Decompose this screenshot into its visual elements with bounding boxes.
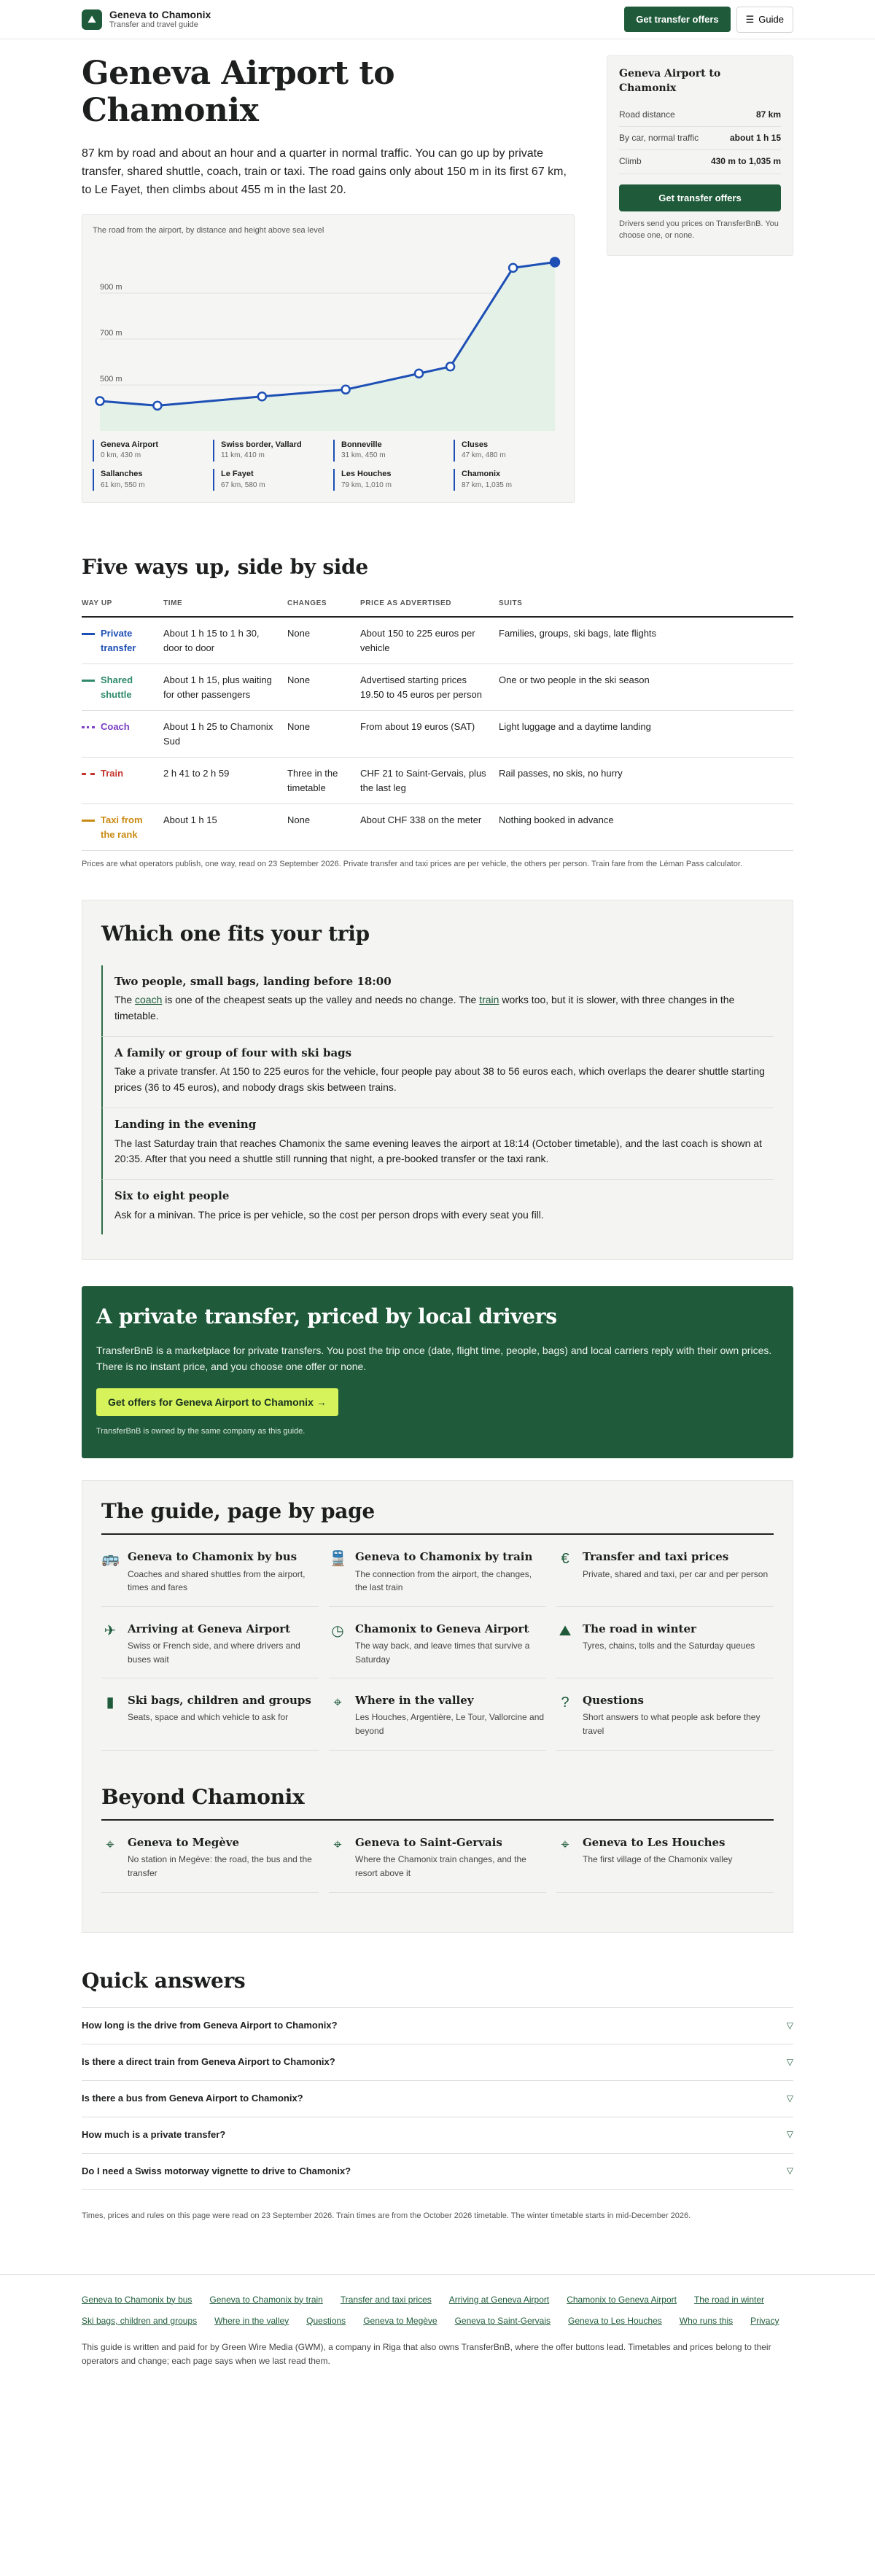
chevron-down-icon: ▽ — [786, 2056, 793, 2067]
cell-suits: Nothing booked in advance — [499, 804, 793, 851]
summary-row — [619, 127, 781, 150]
y-tick-label: 900 m — [100, 282, 122, 292]
cell-time: 2 h 41 to 2 h 59 — [163, 758, 287, 804]
location-pin-icon: ⌖ — [333, 1694, 342, 1711]
stop-name: Chamonix — [462, 469, 501, 478]
y-tick-label: 700 m — [100, 328, 122, 338]
guide-card-title: Geneva to Chamonix by train — [355, 1550, 533, 1564]
brand[interactable] — [82, 9, 211, 30]
beyond-card[interactable] — [556, 1831, 774, 1892]
guide-card-desc: Les Houches, Argentière, Le Tour, Vallorcine and beyond — [355, 1712, 545, 1737]
chart-stops-legend — [93, 440, 564, 491]
guide-card[interactable] — [329, 1545, 546, 1606]
cell-suits: Rail passes, no skis, no hurry — [499, 758, 793, 804]
fit-text: Ask for a minivan. The price is per vehicle, so the cost per person drops with every seat you fill. — [114, 1208, 544, 1221]
guide-card[interactable] — [329, 1689, 546, 1750]
faq-question-text: Do I need a Swiss motorway vignette to drive to Chamonix? — [82, 2165, 351, 2176]
guide-card-title: Geneva to Chamonix by bus — [128, 1550, 298, 1564]
fit-heading: Landing in the evening — [114, 1117, 257, 1131]
cell-changes: None — [287, 664, 360, 711]
beyond-card[interactable] — [329, 1831, 546, 1892]
guide-card-desc: Coaches and shared shuttles from the airport, times and fares — [128, 1568, 306, 1593]
footer-link[interactable]: Geneva to Chamonix by bus — [82, 2294, 192, 2305]
summary-row-value: about 1 h 15 — [729, 132, 781, 143]
guide-card-desc: Swiss or French side, and where drivers and buses wait — [128, 1640, 300, 1665]
stop-meta: 47 km, 480 m — [462, 451, 506, 460]
summary-row — [619, 104, 781, 127]
faq-question-text: How much is a private transfer? — [82, 2128, 226, 2140]
chart-stop — [333, 469, 443, 491]
footer-link[interactable]: Who runs this — [679, 2315, 734, 2326]
mode-line-icon — [82, 773, 95, 775]
table-row — [82, 617, 793, 664]
beyond-title: Beyond Chamonix — [101, 1783, 774, 1821]
guide-title: The guide, page by page — [101, 1497, 774, 1536]
mode-line-icon — [82, 726, 95, 728]
stop-meta: 0 km, 430 m — [101, 451, 141, 460]
cell-changes: None — [287, 617, 360, 664]
table-row — [82, 804, 793, 851]
table-row — [82, 664, 793, 711]
guide-card-desc: Tyres, chains, tolls and the Saturday queues — [583, 1640, 755, 1651]
stop-name: Geneva Airport — [101, 440, 159, 449]
cell-suits: One or two people in the ski season — [499, 664, 793, 711]
elevation-point — [153, 401, 161, 409]
footer-link[interactable]: Geneva to Chamonix by train — [209, 2294, 323, 2305]
guide-card[interactable] — [101, 1545, 319, 1606]
column-header: CHANGES — [287, 599, 360, 618]
guide-card[interactable] — [101, 1617, 319, 1678]
brand-name: Geneva to Chamonix — [109, 8, 211, 20]
column-header: SUITS — [499, 599, 793, 618]
guide-card-title: Where in the valley — [355, 1694, 474, 1708]
cell-time: About 1 h 15 — [163, 804, 287, 851]
stop-name: Les Houches — [341, 469, 392, 478]
road-icon: ⛰ — [559, 1622, 572, 1639]
bus-icon: 🚌 — [101, 1551, 120, 1568]
travel-mode — [82, 813, 156, 841]
chat-icon: ? — [561, 1694, 569, 1711]
cell-suits: Light luggage and a daytime landing — [499, 711, 793, 758]
cell-suits: Families, groups, ski bags, late flights — [499, 617, 793, 664]
fit-text: The last Saturday train that reaches Chamonix the same evening leaves the airport at 18:14 (October timetable), and the last coach is shown at 20:35. After that you need a shuttle still running that night, a pre-booked transfer or the taxi rank. — [114, 1137, 762, 1165]
faq-title: Quick answers — [82, 1968, 246, 1993]
promo-offers-button[interactable]: Get offers for Geneva Airport to Chamonix → — [96, 1388, 338, 1416]
airport-icon: ✈ — [104, 1622, 117, 1639]
guide-card[interactable] — [556, 1617, 774, 1678]
footer-link[interactable]: Geneva to Les Houches — [568, 2315, 662, 2326]
beyond-card-desc: Where the Chamonix train changes, and the resort above it — [355, 1854, 526, 1879]
elevation-point — [415, 369, 423, 377]
chart-stop — [93, 440, 203, 462]
guide-menu-button[interactable] — [736, 7, 793, 33]
chart-title: The road from the airport, by distance and height above sea level — [93, 225, 324, 235]
guide-card-desc: Seats, space and which vehicle to ask for — [128, 1712, 289, 1723]
column-header: TIME — [163, 599, 287, 618]
faq-question[interactable] — [82, 2007, 793, 2044]
cell-price: About CHF 338 on the meter — [360, 804, 499, 851]
stop-name: Swiss border, Vallard — [221, 440, 302, 449]
travel-mode-label: Train — [101, 768, 124, 779]
intro-paragraph: 87 km by road and about an hour and a quarter in normal traffic. You can go up by private transfer, shared shuttle, coach, train or taxi. The road gains only about 150 m in its first 67 km, to Le Fayet, then climbs about 455 m in the last 20. — [82, 147, 567, 196]
stop-name: Cluses — [462, 440, 489, 449]
beyond-card[interactable] — [101, 1831, 319, 1892]
footer-link[interactable]: Transfer and taxi prices — [340, 2294, 432, 2305]
fit-text: Take a private transfer. At 150 to 225 euros for the vehicle, four people pay about 38 to 56 euros each, which overlaps the dearer shuttle starting prices (36 to 45 euros), and nobody drags skis between trains. — [114, 1065, 765, 1094]
faq-section — [82, 1966, 793, 2223]
footer-link[interactable]: Geneva to Saint-Gervais — [454, 2315, 551, 2326]
cell-changes: None — [287, 804, 360, 851]
footer-link[interactable]: Privacy — [750, 2315, 779, 2326]
guide-card[interactable] — [329, 1617, 546, 1678]
faq-question[interactable] — [82, 2117, 793, 2153]
guide-card[interactable] — [556, 1689, 774, 1750]
chevron-down-icon: ▽ — [786, 2093, 793, 2104]
stop-meta: 11 km, 410 m — [221, 451, 265, 460]
footer-link[interactable]: Chamonix to Geneva Airport — [567, 2294, 677, 2305]
beyond-card-title: Geneva to Saint-Gervais — [355, 1836, 502, 1850]
header-transfer-offers-button[interactable]: Get transfer offers — [624, 7, 730, 32]
train-icon: 🚆 — [329, 1551, 347, 1568]
travel-mode-label: Coach — [101, 721, 130, 733]
promo-title: A private transfer, priced by local drivers — [96, 1304, 557, 1329]
elevation-point — [509, 263, 517, 271]
summary-row-label: Climb — [619, 156, 642, 167]
cell-time: About 1 h 25 to Chamonix Sud — [163, 711, 287, 758]
guide-menu-label: Guide — [758, 14, 784, 25]
guide-card-title: Ski bags, children and groups — [128, 1694, 311, 1708]
location-pin-icon: ⌖ — [106, 1837, 114, 1853]
elevation-point — [258, 392, 266, 400]
location-pin-icon: ⌖ — [333, 1837, 342, 1853]
faq-question-text: Is there a direct train from Geneva Airport to Chamonix? — [82, 2056, 335, 2068]
column-header: PRICE AS ADVERTISED — [360, 599, 499, 618]
guide-card-title: Chamonix to Geneva Airport — [355, 1622, 529, 1635]
travel-mode — [82, 626, 156, 655]
stop-name: Bonneville — [341, 440, 382, 449]
footer-link[interactable]: The road in winter — [693, 2294, 764, 2305]
clock-icon: ◷ — [331, 1622, 344, 1639]
faq-question[interactable] — [82, 2044, 793, 2080]
chart-stop — [454, 440, 564, 462]
comparison-footnote: Prices are what operators publish, one way, read on 23 September 2026. Private transfer and taxi prices are per vehicle, the others per person. Train fare from the Léman Pass calculator. — [82, 860, 742, 869]
guide-section — [82, 1480, 793, 1933]
comparison-table — [82, 599, 793, 852]
table-row — [82, 758, 793, 804]
stop-name: Sallanches — [101, 469, 143, 478]
elevation-chart-plot — [93, 240, 564, 437]
chevron-down-icon: ▽ — [786, 2166, 793, 2176]
summary-row-label: By car, normal traffic — [619, 132, 699, 143]
guide-card[interactable] — [101, 1689, 319, 1750]
chart-stop — [213, 440, 323, 462]
beyond-card-desc: The first village of the Chamonix valley — [583, 1854, 733, 1865]
beyond-card-desc: No station in Megève: the road, the bus and the transfer — [128, 1854, 312, 1879]
promo-disclosure: TransferBnB is owned by the same company as this guide. — [96, 1426, 306, 1436]
which-fits-section — [82, 900, 793, 1260]
data-read-timestamp: Times, prices and rules on this page were read on 23 September 2026. Train times are from the October 2026 timetable. The winter timetable starts in mid-December 2026. — [82, 2211, 691, 2221]
mode-line-icon — [82, 633, 95, 635]
transferbnb-promo — [82, 1286, 793, 1458]
stop-meta: 79 km, 1,010 m — [341, 480, 392, 489]
site-header — [0, 0, 875, 39]
travel-mode — [82, 673, 156, 701]
fit-item — [101, 1108, 774, 1180]
stop-meta: 31 km, 450 m — [341, 451, 386, 460]
cell-changes: None — [287, 711, 360, 758]
footer-link[interactable]: Arriving at Geneva Airport — [448, 2294, 550, 2305]
cell-price: CHF 21 to Saint-Gervais, plus the last leg — [360, 758, 499, 804]
guide-card-title: The road in winter — [583, 1622, 696, 1635]
cell-price: Advertised starting prices 19.50 to 45 euros per person — [360, 664, 499, 711]
faq-question-text: How long is the drive from Geneva Airport to Chamonix? — [82, 2020, 338, 2031]
travel-mode-label: Shared shuttle — [101, 674, 133, 700]
footer-links — [82, 2294, 793, 2328]
chevron-down-icon: ▽ — [786, 2020, 793, 2031]
summary-transfer-offers-button[interactable]: Get transfer offers — [619, 184, 781, 211]
fit-heading: Six to eight people — [114, 1188, 230, 1202]
travel-mode — [82, 766, 156, 781]
menu-icon: ☰ — [745, 13, 755, 25]
site-footer — [0, 2274, 875, 2397]
chevron-down-icon: ▽ — [786, 2129, 793, 2140]
summary-note: Drivers send you prices on TransferBnB. You choose one, or none. — [619, 219, 779, 240]
ski-bag-icon: ▮ — [106, 1694, 114, 1711]
chart-stop — [213, 469, 323, 491]
which-fits-title: Which one fits your trip — [101, 921, 370, 946]
guide-card-desc: The connection from the airport, the changes, the last train — [355, 1568, 532, 1593]
fit-item — [101, 1037, 774, 1108]
guide-card-desc: Short answers to what people ask before they travel — [583, 1712, 761, 1737]
stop-meta: 61 km, 550 m — [101, 480, 145, 489]
fit-heading: A family or group of four with ski bags — [114, 1046, 352, 1059]
summary-title: Geneva Airport to Chamonix — [619, 68, 721, 95]
fit-item — [101, 965, 774, 1037]
guide-card-title: Arriving at Geneva Airport — [128, 1622, 291, 1635]
elevation-chart — [82, 214, 575, 504]
footer-note: This guide is written and paid for by Green Wire Media (GWM), a company in Riga that also owns TransferBnB, where the offer buttons lead. Timetables and prices belong to their operators and change; each page says when we last read them. — [82, 2342, 771, 2366]
comparison-section — [82, 553, 793, 871]
travel-mode — [82, 720, 156, 734]
cell-price: From about 19 euros (SAT) — [360, 711, 499, 758]
stop-meta: 87 km, 1,035 m — [462, 480, 512, 489]
summary-row-value: 430 m to 1,035 m — [710, 156, 781, 167]
summary-row-value: 87 km — [755, 109, 781, 120]
comparison-title: Five ways up, side by side — [82, 555, 368, 580]
stop-meta: 67 km, 580 m — [221, 480, 265, 489]
cell-time: About 1 h 15 to 1 h 30, door to door — [163, 617, 287, 664]
elevation-point — [551, 257, 559, 266]
guide-card-desc: The way back, and leave times that survive a Saturday — [355, 1640, 530, 1665]
page-title: Geneva Airport to Chamonix — [82, 55, 395, 129]
footer-link[interactable]: Geneva to Megève — [363, 2315, 438, 2326]
chart-stop — [333, 440, 443, 462]
trip-summary-card — [607, 55, 793, 256]
guide-card-title: Transfer and taxi prices — [583, 1550, 729, 1564]
cell-changes: Three in the timetable — [287, 758, 360, 804]
elevation-point — [446, 362, 454, 370]
table-row — [82, 711, 793, 758]
coach-link[interactable]: coach — [135, 994, 163, 1006]
brand-subtitle: Transfer and travel guide — [109, 20, 198, 30]
beyond-card-title: Geneva to Les Houches — [583, 1836, 726, 1850]
promo-text: TransferBnB is a marketplace for private transfers. You post the trip once (date, flight time, people, bags) and local carriers reply with their own prices. There is no instant price, and you choose one offer or none. — [96, 1344, 772, 1373]
fit-heading: Two people, small bags, landing before 18:00 — [114, 974, 392, 988]
mountain-logo-icon: ⛰ — [82, 9, 102, 30]
fit-text: The coach is one of the cheapest seats up the valley and needs no change. The train works too, but it is slower, with three changes in the timetable. — [114, 994, 735, 1022]
train-link[interactable]: train — [479, 994, 499, 1006]
faq-question[interactable] — [82, 2080, 793, 2117]
summary-row-label: Road distance — [619, 109, 675, 120]
footer-link[interactable]: Questions — [306, 2315, 346, 2326]
footer-link[interactable]: Ski bags, children and groups — [82, 2315, 198, 2326]
chart-stop — [93, 469, 203, 491]
euro-icon: € — [561, 1551, 569, 1568]
column-header: WAY UP — [82, 599, 163, 618]
faq-question-text: Is there a bus from Geneva Airport to Chamonix? — [82, 2092, 303, 2104]
elevation-point — [342, 385, 350, 393]
guide-card-desc: Private, shared and taxi, per car and per person — [583, 1568, 769, 1579]
footer-link[interactable]: Where in the valley — [214, 2315, 289, 2326]
guide-card[interactable] — [556, 1545, 774, 1606]
y-tick-label: 500 m — [100, 374, 122, 384]
cell-price: About 150 to 225 euros per vehicle — [360, 617, 499, 664]
chart-stop — [454, 469, 564, 491]
fit-item — [101, 1180, 774, 1234]
stop-name: Le Fayet — [221, 469, 254, 478]
guide-card-title: Questions — [583, 1694, 644, 1708]
cell-time: About 1 h 15, plus waiting for other passengers — [163, 664, 287, 711]
elevation-point — [96, 397, 104, 405]
mode-line-icon — [82, 680, 95, 682]
mode-line-icon — [82, 820, 95, 822]
faq-question[interactable] — [82, 2153, 793, 2190]
summary-row — [619, 150, 781, 174]
travel-mode-label: Taxi from the rank — [101, 814, 143, 840]
hero-section — [82, 39, 793, 503]
location-pin-icon: ⌖ — [561, 1837, 569, 1853]
travel-mode-label: Private transfer — [101, 628, 136, 653]
beyond-card-title: Geneva to Megève — [128, 1836, 240, 1850]
